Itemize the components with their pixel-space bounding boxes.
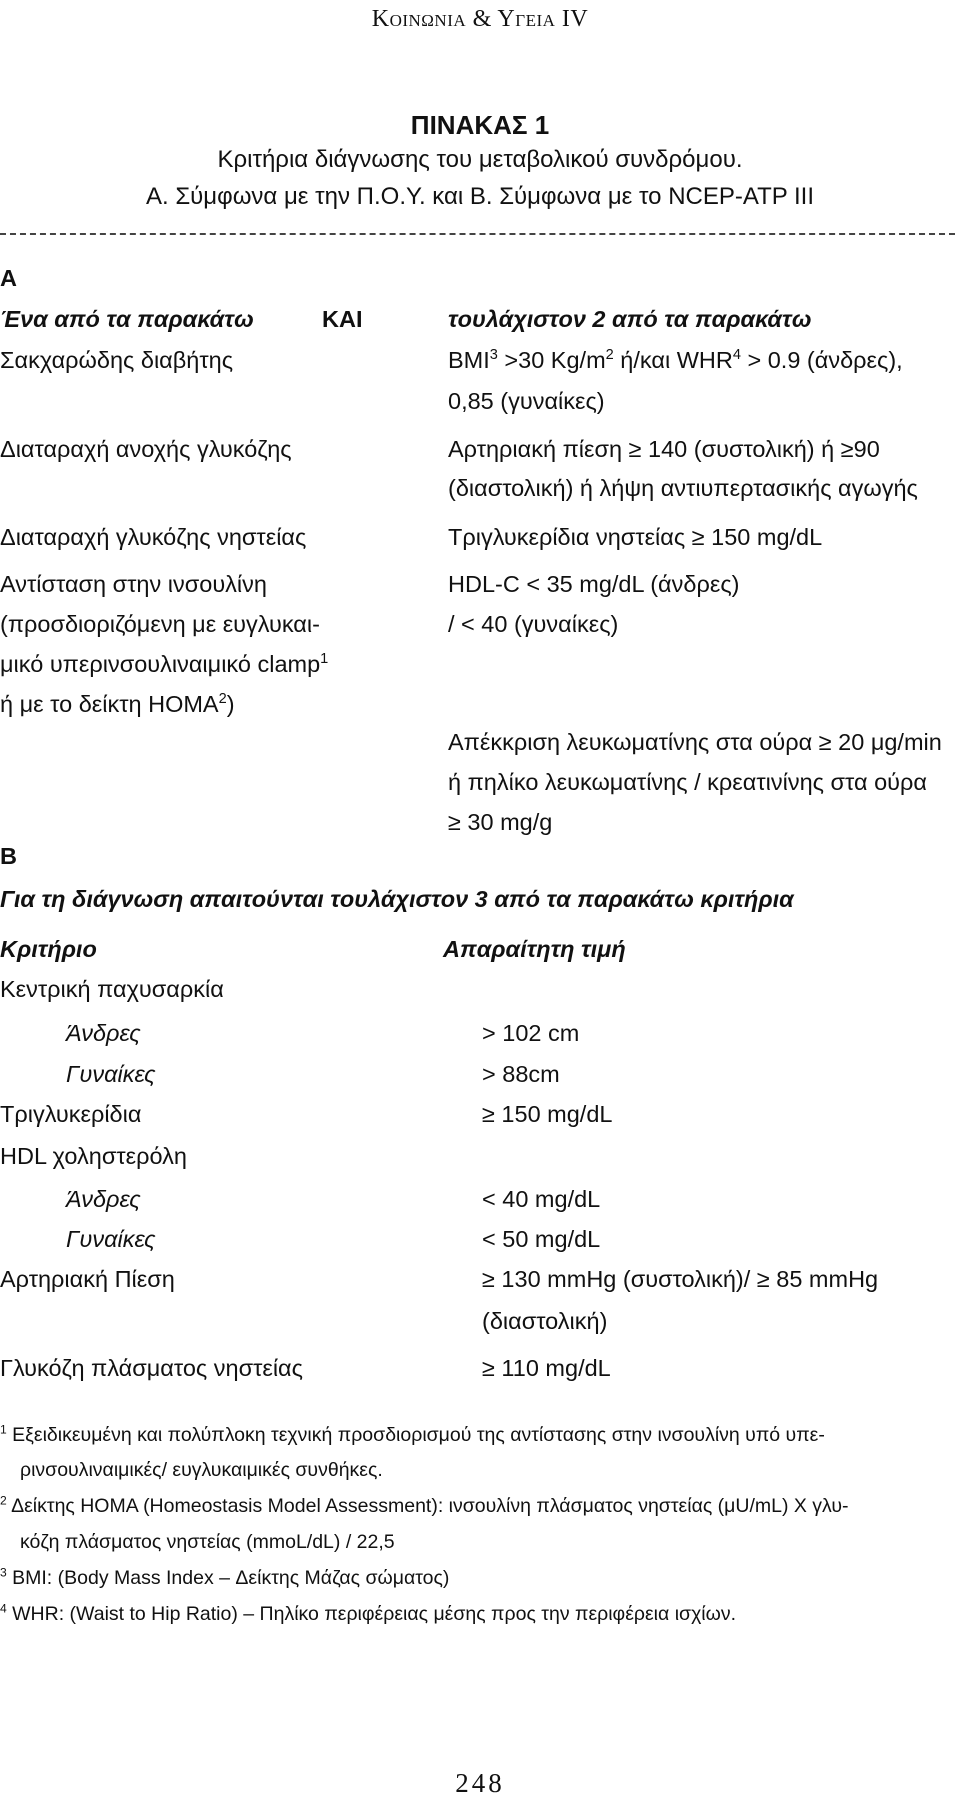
criterion-insulin-resistance: Αντίσταση στην ινσουλίνη <box>0 571 267 597</box>
column-header-value: Απαραίτητη τιμή <box>443 936 626 962</box>
page-number: 248 <box>455 1768 505 1798</box>
row-hdl: HDL χοληστερόλη <box>0 1143 187 1169</box>
value-triglycerides: ≥ 150 mg/dL <box>482 1101 613 1127</box>
row-hdl-men: Άνδρες <box>66 1186 141 1212</box>
criterion-insulin-clamp: μικό υπερινσουλιναιμικό clamp$^1$ <box>0 651 329 677</box>
row-blood-pressure: Αρτηριακή Πίεση <box>0 1266 175 1292</box>
footnote-4: $^4$ WHR: (Waist to Hip Ratio) – Πηλίκο περιφέρειας μέσης προς την περιφέρεια ισχίων. <box>0 1601 737 1625</box>
section-a-head-left: Ένα από τα παρακάτω <box>0 306 254 332</box>
footnote-2-cont: κόζη πλάσματος νηστείας (mmoL/dL) / 22,5 <box>20 1531 395 1553</box>
table-subtitle-2: Α. Σύμφωνα με την Π.Ο.Υ. και Β. Σύμφωνα με το NCEP-ATP III <box>146 183 814 210</box>
criterion-glucose-tolerance: Διαταραχή ανοχής γλυκόζης <box>0 436 292 462</box>
criterion-bmi-whr: $BMI^3 >30$ $Kg/m^2$ ή/και $WHR^4 > 0.9$ (άνδρες), <box>448 347 903 373</box>
table-subtitle-1: Κριτήρια διάγνωσης του μεταβολικού συνδρόμου. <box>217 146 743 173</box>
criterion-albumin-ratio: ή πηλίκο λευκωματίνης / κρεατινίνης στα ούρα <box>448 769 927 795</box>
criterion-blood-pressure-cont: (διαστολική) ή λήψη αντιυπερτασικής αγωγής <box>448 475 918 501</box>
row-triglycerides: Τριγλυκερίδια <box>0 1101 142 1127</box>
value-obesity-women: > 88cm <box>482 1061 560 1087</box>
value-blood-pressure: ≥ 130 mmHg (συστολική)/ ≥ 85 mmHg <box>482 1266 879 1292</box>
footnote-1-cont: ρινσουλιναιμικές/ ευγλυκαιμικές συνθήκες. <box>20 1459 383 1481</box>
footnote-3: $^3$ BMI: (Body Mass Index – Δείκτης Μάζας σώματος) <box>0 1565 450 1589</box>
footnote-1: $^1$ Εξειδικευμένη και πολύπλοκη τεχνική προσδιορισμού της αντίστασης στην ινσουλίνη υπό υπε- <box>0 1422 825 1446</box>
value-blood-pressure-cont: (διαστολική) <box>482 1308 608 1334</box>
criterion-diabetes: Σακχαρώδης διαβήτης <box>0 347 234 373</box>
row-obesity-women: Γυναίκες <box>66 1061 156 1087</box>
section-a-label: A <box>0 265 17 291</box>
criterion-albumin: Απέκκριση λευκωματίνης στα ούρα ≥ 20 μg/min <box>448 729 942 755</box>
criterion-blood-pressure: Αρτηριακή πίεση ≥ 140 (συστολική) ή ≥90 <box>448 436 880 462</box>
row-obesity-men: Άνδρες <box>66 1020 141 1046</box>
criterion-hdl-women: / < 40 (γυναίκες) <box>448 611 619 637</box>
criterion-albumin-ratio-value: ≥ 30 mg/g <box>448 809 553 835</box>
row-hdl-women: Γυναίκες <box>66 1226 156 1252</box>
section-b-heading: Για τη διάγνωση απαιτούνται τουλάχιστον 3 από τα παρακάτω κριτήρια <box>0 886 794 912</box>
criterion-homa: ή με το δείκτη HOMA$^2$) <box>0 691 235 717</box>
criterion-whr-women: 0,85 (γυναίκες) <box>448 388 605 414</box>
value-hdl-men: < 40 mg/dL <box>482 1186 601 1212</box>
running-header: Κοινωνια & Υγεια IV <box>371 6 589 32</box>
footnote-2: $^2$ Δείκτης HOMA (Homeostasis Model Assessment): ινσουλίνη πλάσματος νηστείας (μU/mL) X γλυ- <box>0 1493 849 1517</box>
value-fasting-glucose: ≥ 110 mg/dL <box>482 1355 611 1381</box>
row-central-obesity: Κεντρική παχυσαρκία <box>0 976 224 1002</box>
criterion-hdl-men: HDL-C < 35 mg/dL (άνδρες) <box>448 571 740 597</box>
value-hdl-women: < 50 mg/dL <box>482 1226 601 1252</box>
section-a-head-kai: ΚΑΙ <box>322 306 363 332</box>
section-b-label: B <box>0 843 17 869</box>
table-title: ΠΙΝΑΚΑΣ 1 <box>410 110 550 140</box>
row-fasting-glucose: Γλυκόζη πλάσματος νηστείας <box>0 1355 303 1381</box>
criterion-insulin-resistance-cont: (προσδιοριζόμενη με ευγλυκαι- <box>0 611 320 637</box>
section-a-head-right: τουλάχιστον 2 από τα παρακάτω <box>448 306 812 332</box>
criterion-triglycerides: Τριγλυκερίδια νηστείας ≥ 150 mg/dL <box>448 524 823 550</box>
divider-rule <box>0 233 955 235</box>
criterion-fasting-glucose: Διαταραχή γλυκόζης νηστείας <box>0 524 307 550</box>
column-header-criterion: Κριτήριο <box>0 936 97 962</box>
value-obesity-men: > 102 cm <box>482 1020 580 1046</box>
